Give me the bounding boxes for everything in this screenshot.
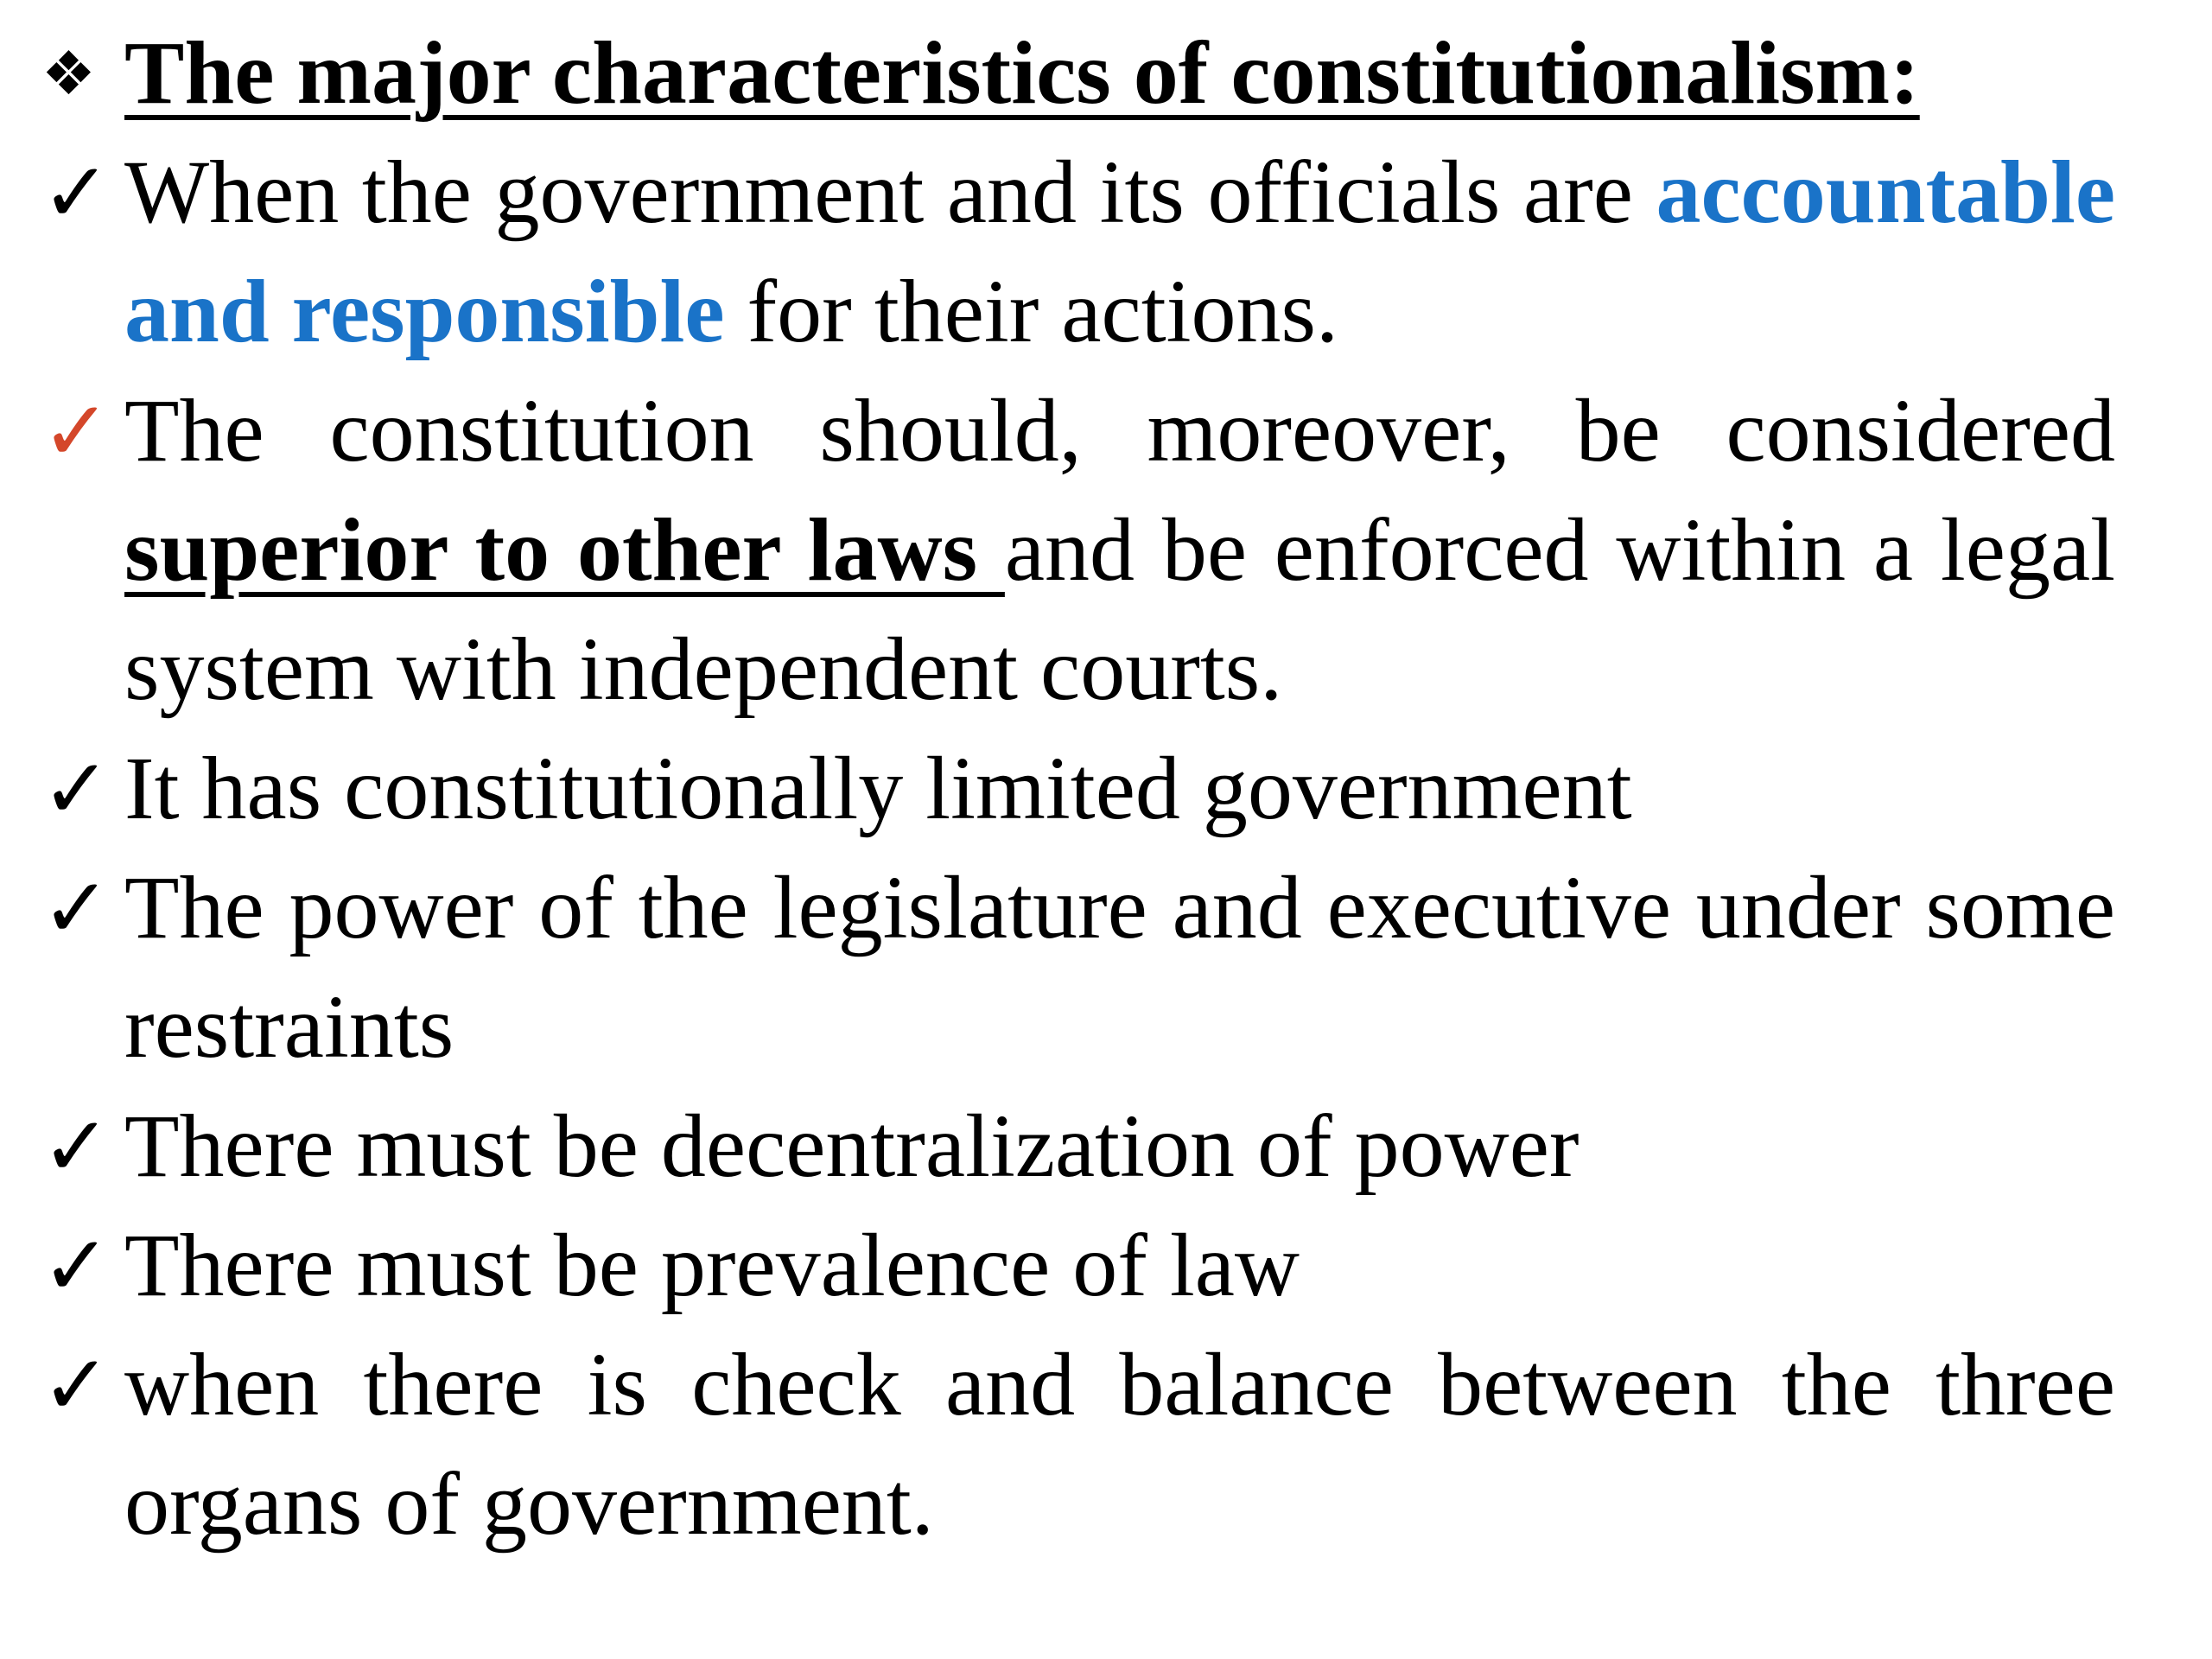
bullet-text (124, 1206, 2115, 1325)
text-segment: for their actions. (724, 262, 1338, 361)
emphasis-text: superior to other laws (124, 500, 1005, 600)
text-segment: The constitution should, moreover, be considered (124, 381, 2115, 480)
bullet-item (41, 372, 2115, 729)
text-segment: The power of the legislature and executive under some restraints (124, 858, 2115, 1077)
bullet-item (41, 1087, 2115, 1206)
slide-heading: The major characteristics of constitutionalism: (124, 23, 1920, 123)
bullet-item (41, 133, 2115, 372)
text-segment: It has constitutionally limited government (124, 739, 1632, 838)
text-segment: There must be prevalence of law (124, 1216, 1300, 1315)
bullet-item (41, 849, 2115, 1087)
text-segment: There must be decentralization of power (124, 1096, 1580, 1196)
heading-row (41, 14, 2115, 133)
diamond-bullet-icon: ❖ (41, 38, 96, 109)
bullet-item (41, 1325, 2115, 1564)
checkmark-icon: ✓ (41, 860, 111, 957)
bullet-text (124, 1325, 2115, 1564)
bullet-item (41, 1206, 2115, 1325)
bullet-text (124, 849, 2115, 1087)
checkmark-icon: ✓ (41, 741, 111, 837)
checkmark-icon: ✓ (41, 1217, 111, 1314)
checkmark-icon: ✓ (41, 1098, 111, 1195)
checkmark-icon: ✓ (41, 144, 111, 241)
bullet-text (124, 133, 2115, 372)
bullet-item (41, 729, 2115, 849)
checkmark-icon: ✓ (41, 1337, 111, 1433)
bullet-text (124, 729, 2115, 849)
highlight-text: accountable and responsible (124, 143, 2115, 361)
text-segment: When the government and its officials are (124, 143, 1656, 242)
checkmark-icon: ✓ (41, 383, 111, 480)
text-segment: and be enforced within a legal system with independent courts. (124, 500, 2116, 719)
bullet-text (124, 372, 2115, 729)
text-segment: when there is check and balance between the three organs of government. (124, 1335, 2115, 1554)
bullet-text (124, 1087, 2115, 1206)
